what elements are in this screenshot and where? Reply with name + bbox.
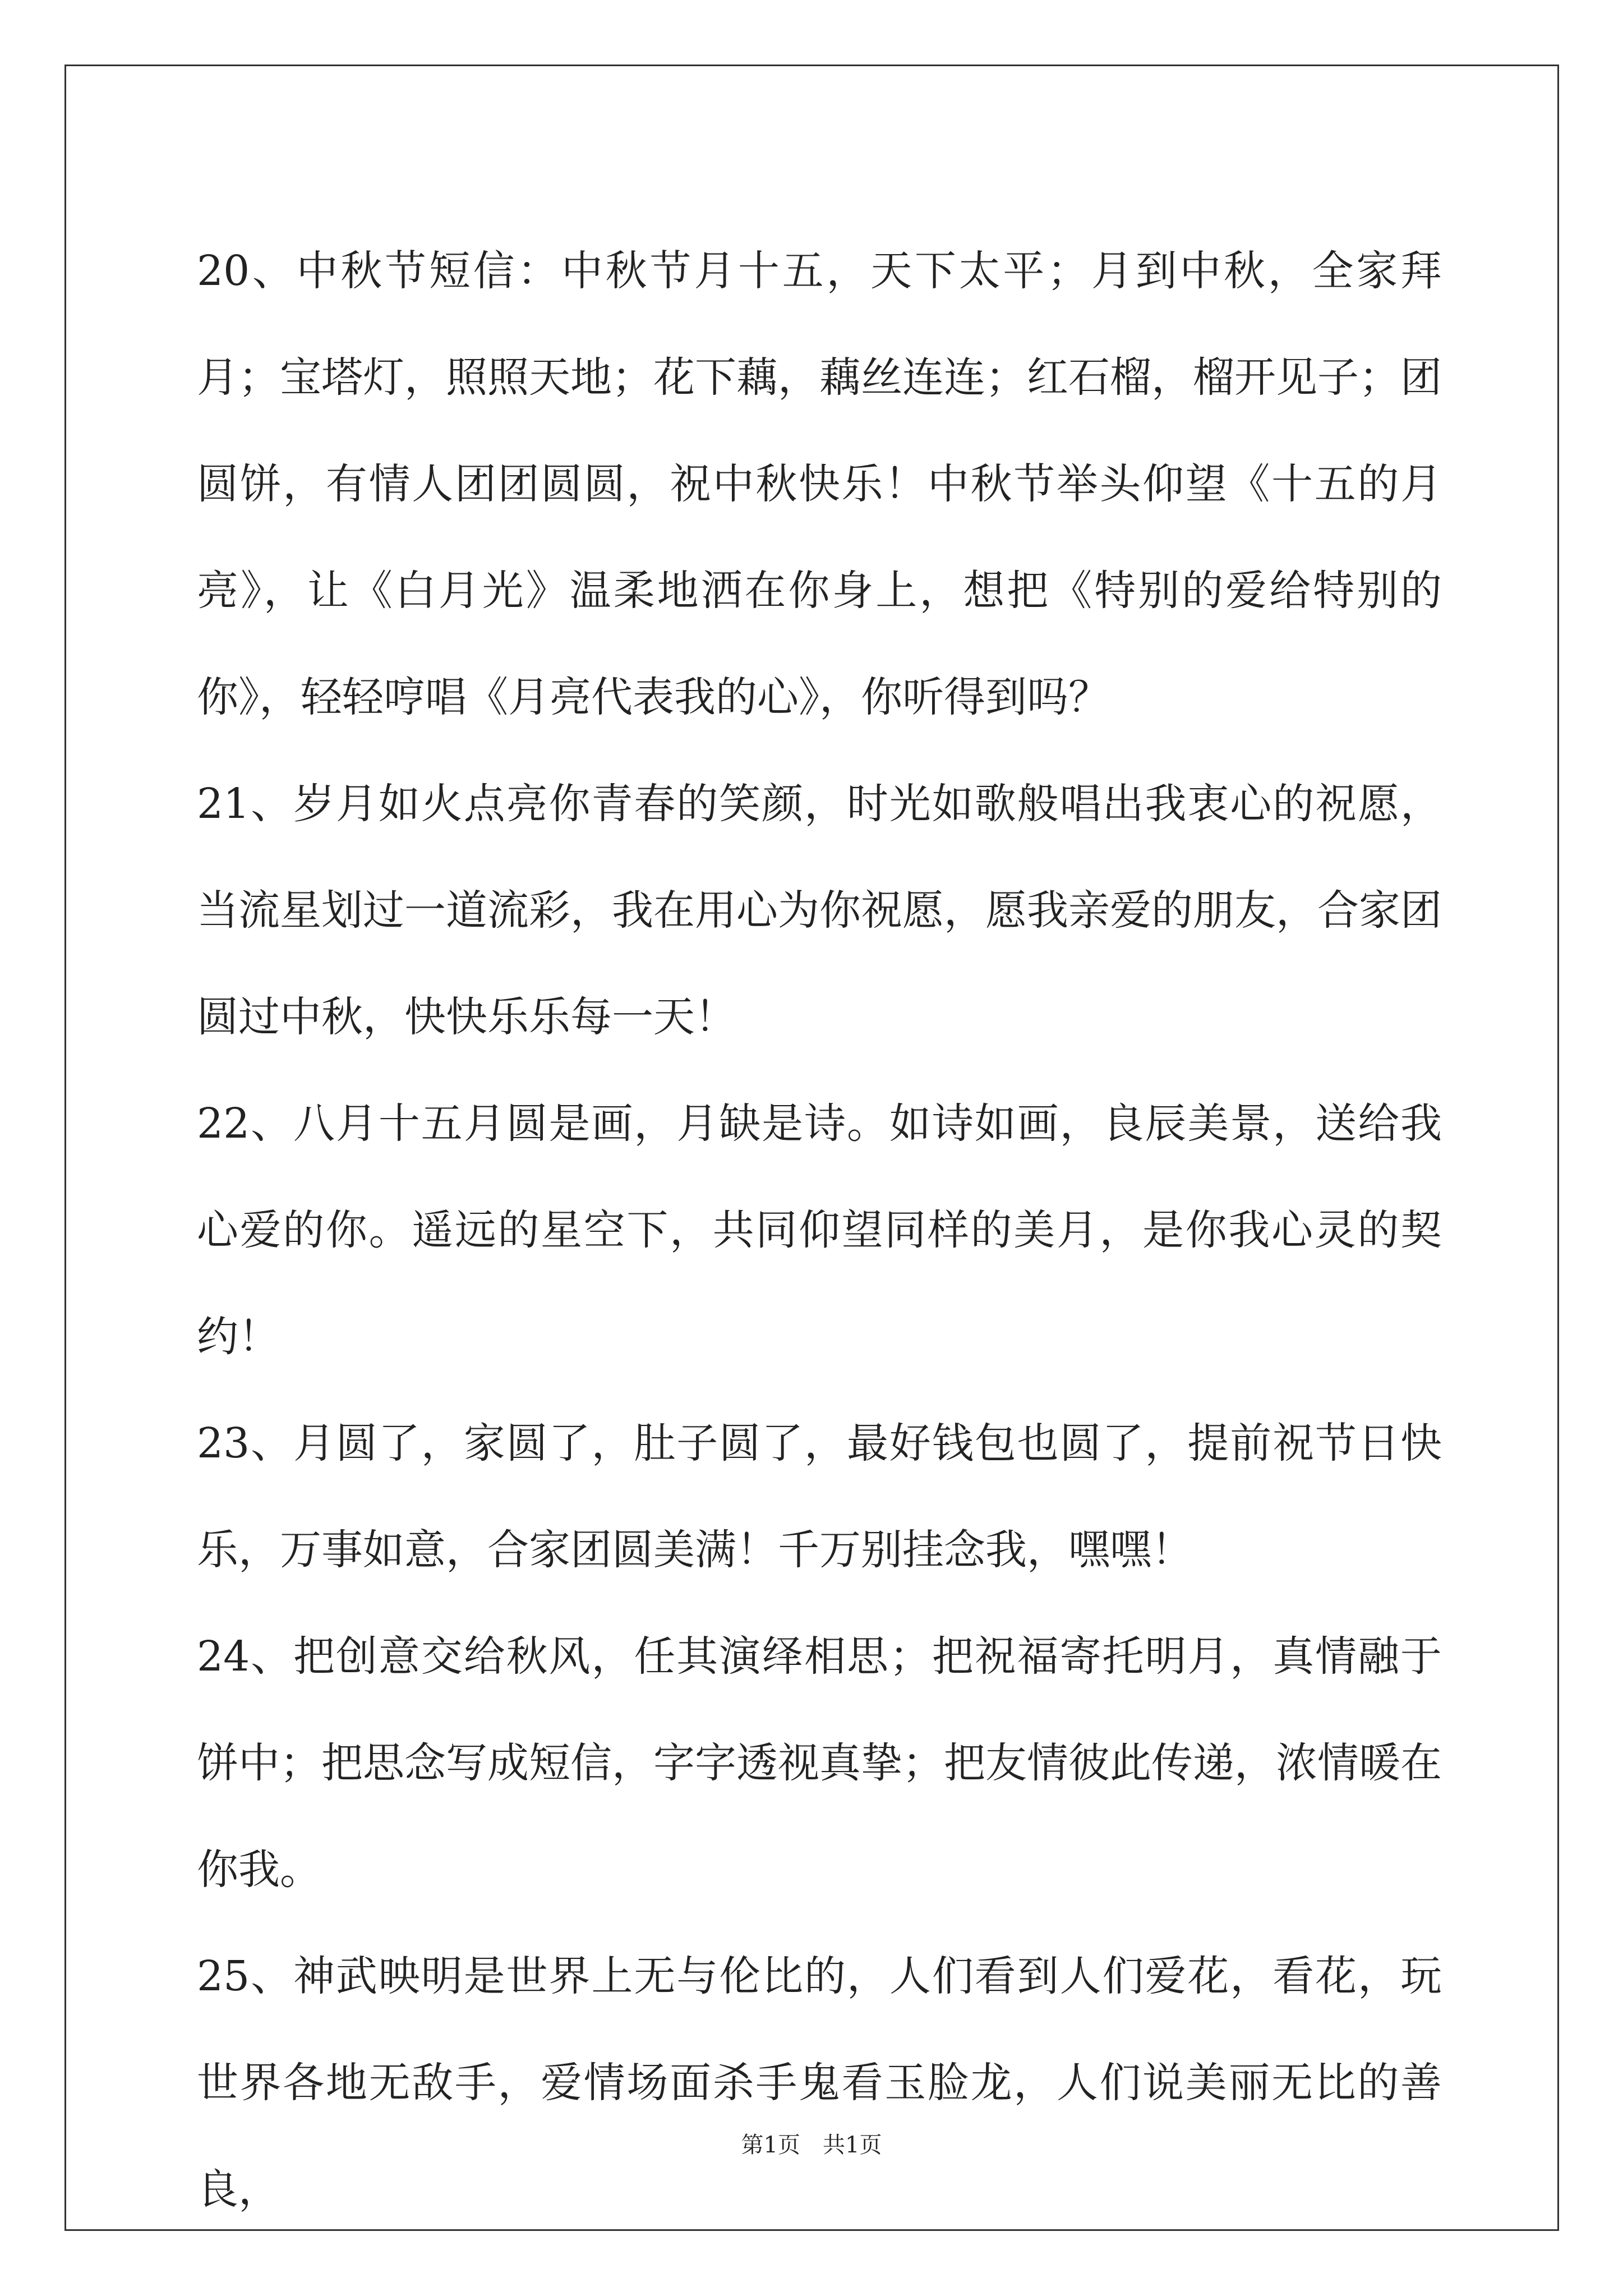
- paragraph-24: 24、把创意交给秋风，任其演绎相思；把祝福寄托明月，真情融于饼中；把思念写成短信，字字透视真挚；把友情彼此传递，浓情暖在你我。: [197, 1632, 1442, 1894]
- paragraph-23: 23、月圆了，家圆了，肚子圆了，最好钱包也圆了，提前祝节日快乐，万事如意，合家团圆美满！千万别挂念我，嘿嘿！: [197, 1419, 1442, 1574]
- paragraph-20: 20、中秋节短信：中秋节月十五，天下太平；月到中秋，全家拜月；宝塔灯，照照天地；花下藕，藕丝连连；红石榴，榴开见子；团圆饼，有情人团团圆圆，祝中秋快乐！中秋节举头仰望《十五的月亮》，让《白月光》温柔地洒在你身上，想把《特别的爱给特别的你》，轻轻哼唱《月亮代表我的心》，你听得到吗？: [197, 247, 1442, 721]
- page-number-footer: 第1页 共1页: [741, 2132, 882, 2158]
- paragraph-21: 21、岁月如火点亮你青春的笑颜，时光如歌般唱出我衷心的祝愿，当流星划过一道流彩，我在用心为你祝愿，愿我亲爱的朋友，合家团圆过中秋，快快乐乐每一天！: [197, 780, 1442, 1041]
- paragraph-22: 22、八月十五月圆是画，月缺是诗。如诗如画，良辰美景，送给我心爱的你。遥远的星空下，共同仰望同样的美月，是你我心灵的契约！: [197, 1099, 1442, 1361]
- paragraph-25: 25、神武映明是世界上无与伦比的，人们看到人们爱花，看花，玩世界各地无敌手，爱情场面杀手鬼看玉脸龙，人们说美丽无比的善良，: [197, 1952, 1442, 2214]
- document-body: [197, 218, 1442, 2243]
